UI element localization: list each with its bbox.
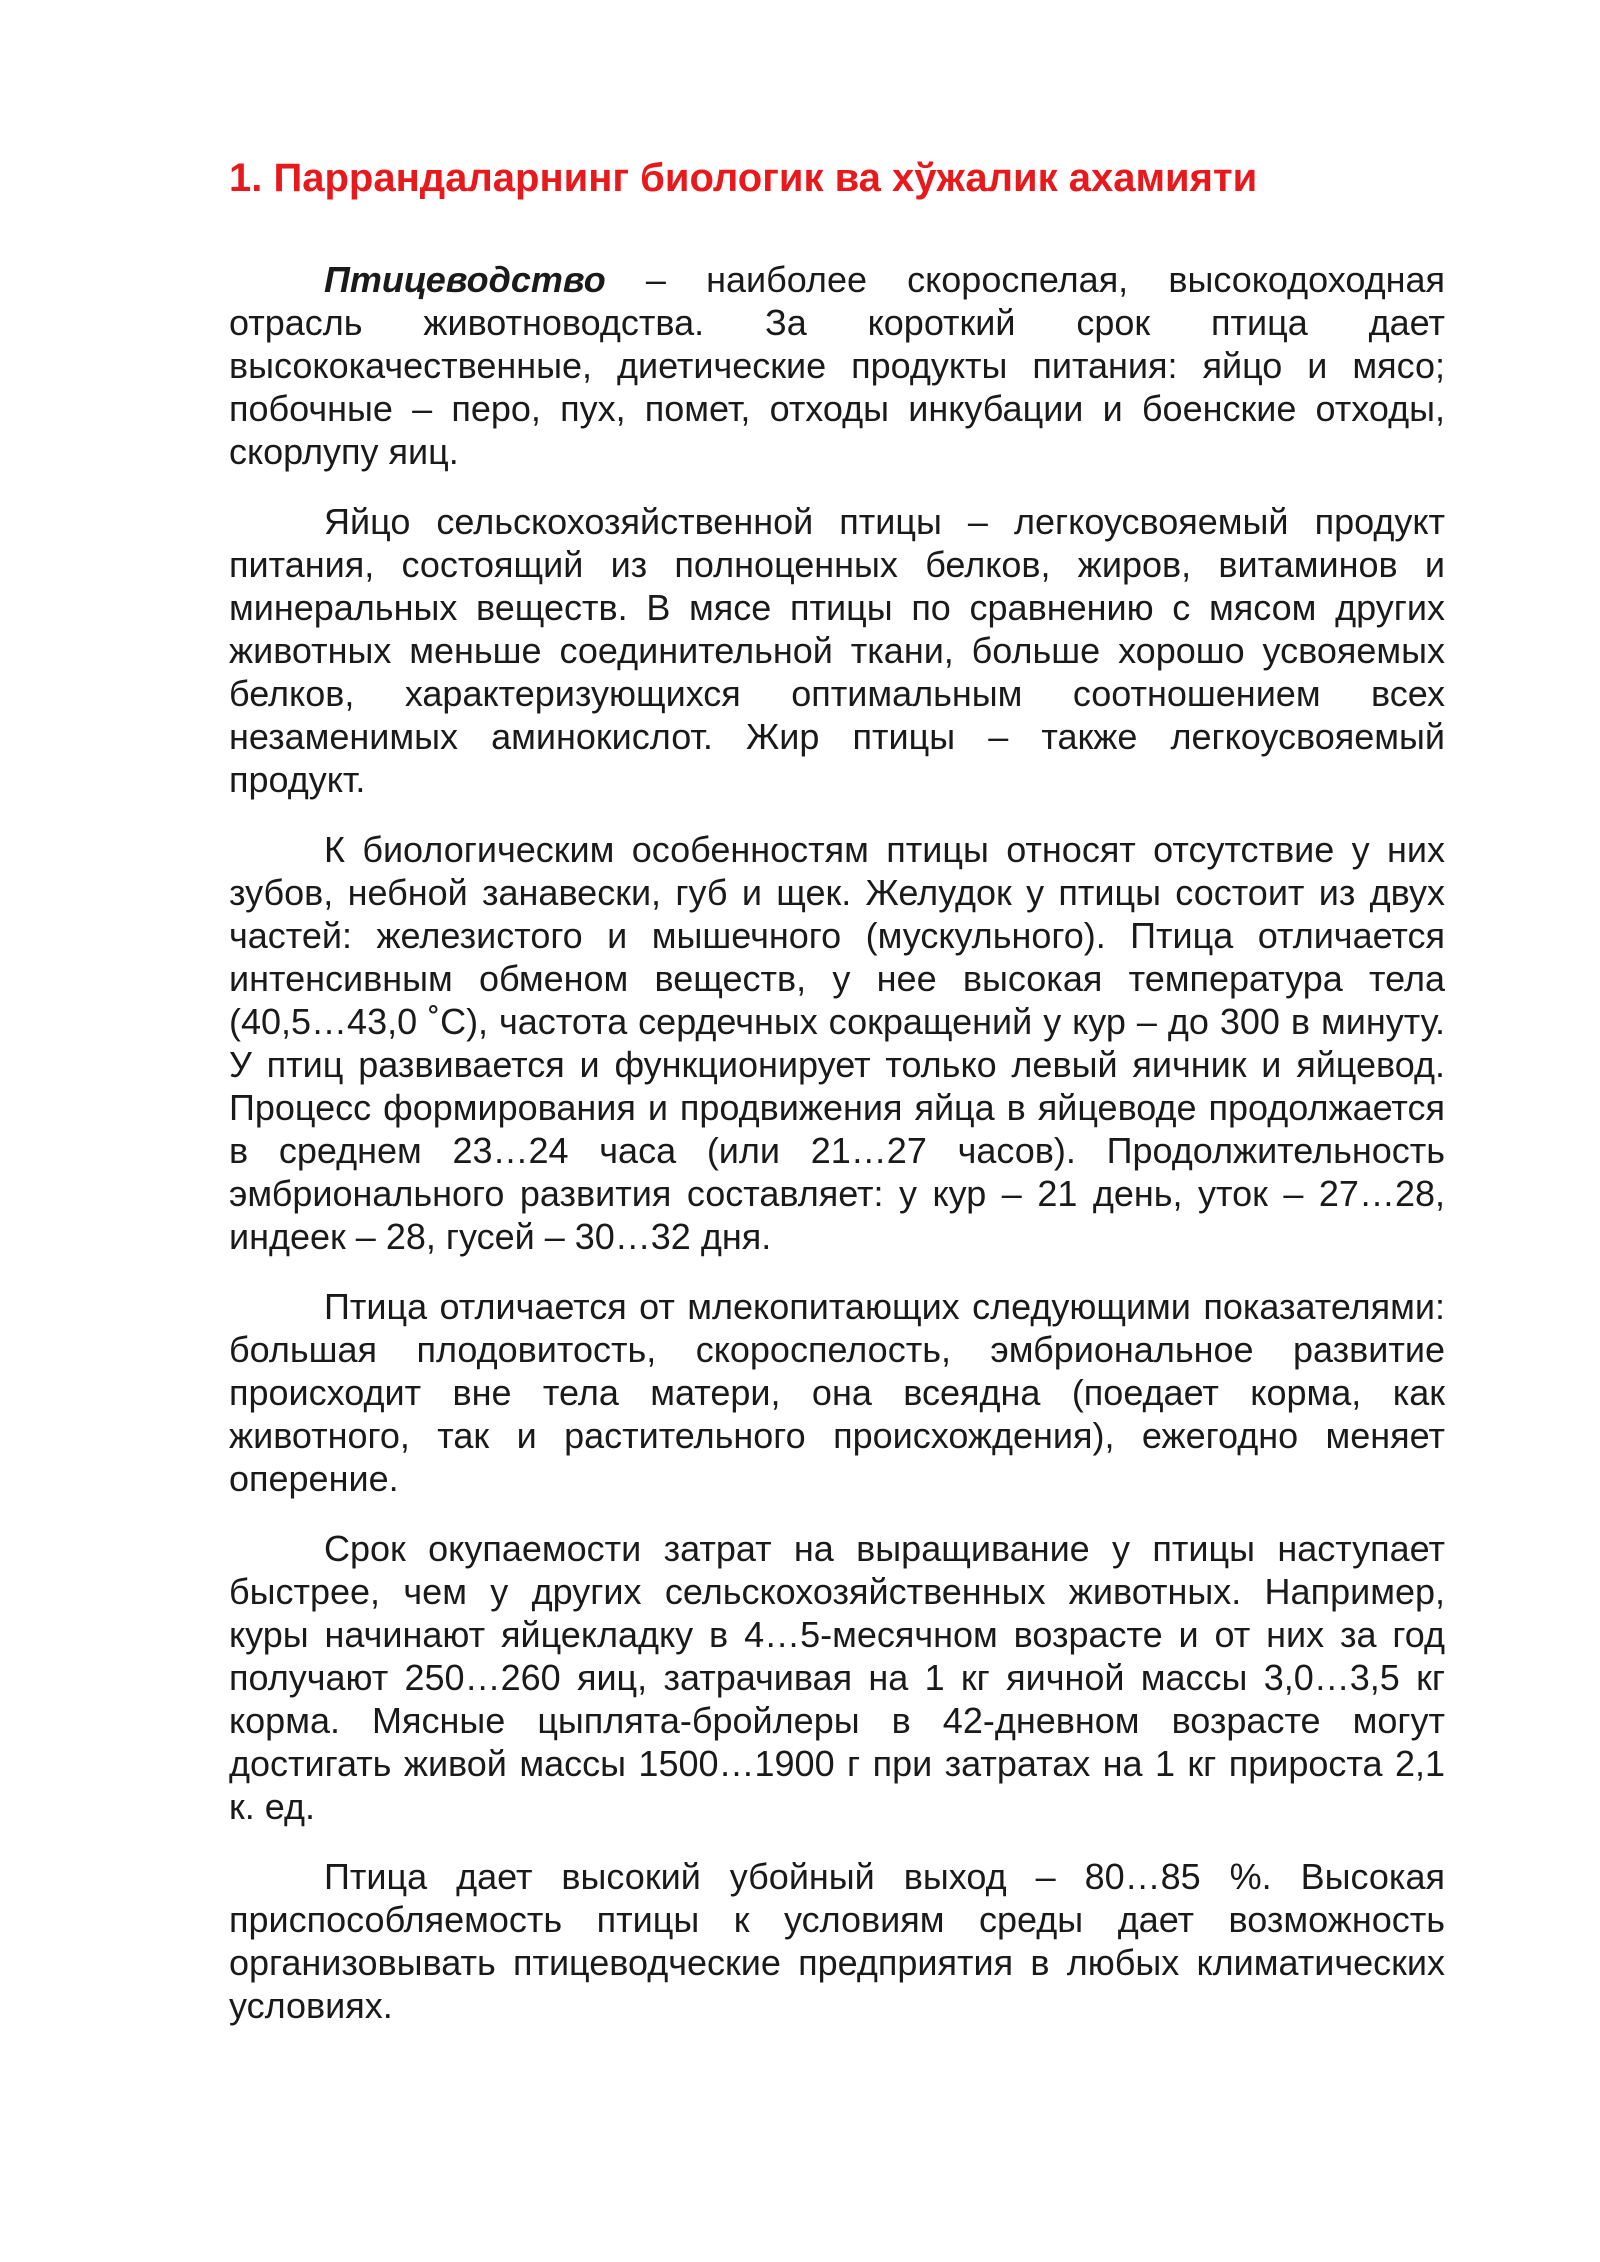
- paragraph-payback: Срок окупаемости затрат на выращивание у птицы наступает быстрее, чем у других сельскохозяйственных животных. Например, куры начинают яйцекладку в 4…5-месячном возрасте и от них за год получают 250…260 яиц, затрачивая на 1 кг яичной массы 3,0…3,5 кг корма. Мясные цыплята-бройлеры в 42-дневном возрасте могут достигать живой массы 1500…1900 г при затратах на 1 кг прироста 2,1 к. ед.: [229, 1528, 1445, 1827]
- paragraph-slaughter-yield: Птица дает высокий убойный выход – 80…85 %. Высокая приспособляемость птицы к условиям среды дает возможность организовывать птицеводческие предприятия в любых климатических условиях.: [229, 1856, 1445, 2026]
- paragraph-intro: [229, 258, 1445, 473]
- paragraph-egg-meat: Яйцо сельскохозяйственной птицы – легкоусвояемый продукт питания, состоящий из полноценных белков, жиров, витаминов и минеральных веществ. В мясе птицы по сравнению с мясом других животных меньше соединительной ткани, больше хорошо усвояемых белков, характеризующихся оптимальным соотношением всех незаменимых аминокислот. Жир птицы – также легкоусвояемый продукт.: [229, 501, 1445, 800]
- term-poultry-farming: Птицеводство: [324, 259, 606, 300]
- paragraph-differences: Птица отличается от млекопитающих следующими показателями: большая плодовитость, скороспелость, эмбриональное развитие происходит вне тела матери, она всеядна (поедает корма, как животного, так и растительного происхождения), ежегодно меняет оперение.: [229, 1286, 1445, 1499]
- paragraph-intro-text: – наиболее скороспелая, высокодоходная отрасль животноводства. За короткий срок птица дает высококачественные, диетические продукты питания: яйцо и мясо; побочные – перо, пух, помет, отходы инкубации и боенские отходы, скорлупу яиц.: [229, 259, 1445, 472]
- paragraph-biology: К биологическим особенностям птицы относят отсутствие у них зубов, небной занавески, губ и щек. Желудок у птицы состоит из двух частей: железистого и мышечного (мускульного). Птица отличается интенсивным обменом веществ, у нее высокая температура тела (40,5…43,0 ˚С), частота сердечных сокращений у кур – до 300 в минуту. У птиц развивается и функционирует только левый яичник и яйцевод. Процесс формирования и продвижения яйца в яйцеводе продолжается в среднем 23…24 часа (или 21…27 часов). Продолжительность эмбрионального развития составляет: у кур – 21 день, уток – 27…28, индеек – 28, гусей – 30…32 дня.: [229, 829, 1445, 1257]
- document-page: [229, 150, 1445, 2054]
- section-title: 1. Паррандаларнинг биологик ва хўжалик ахамияти: [229, 156, 1258, 200]
